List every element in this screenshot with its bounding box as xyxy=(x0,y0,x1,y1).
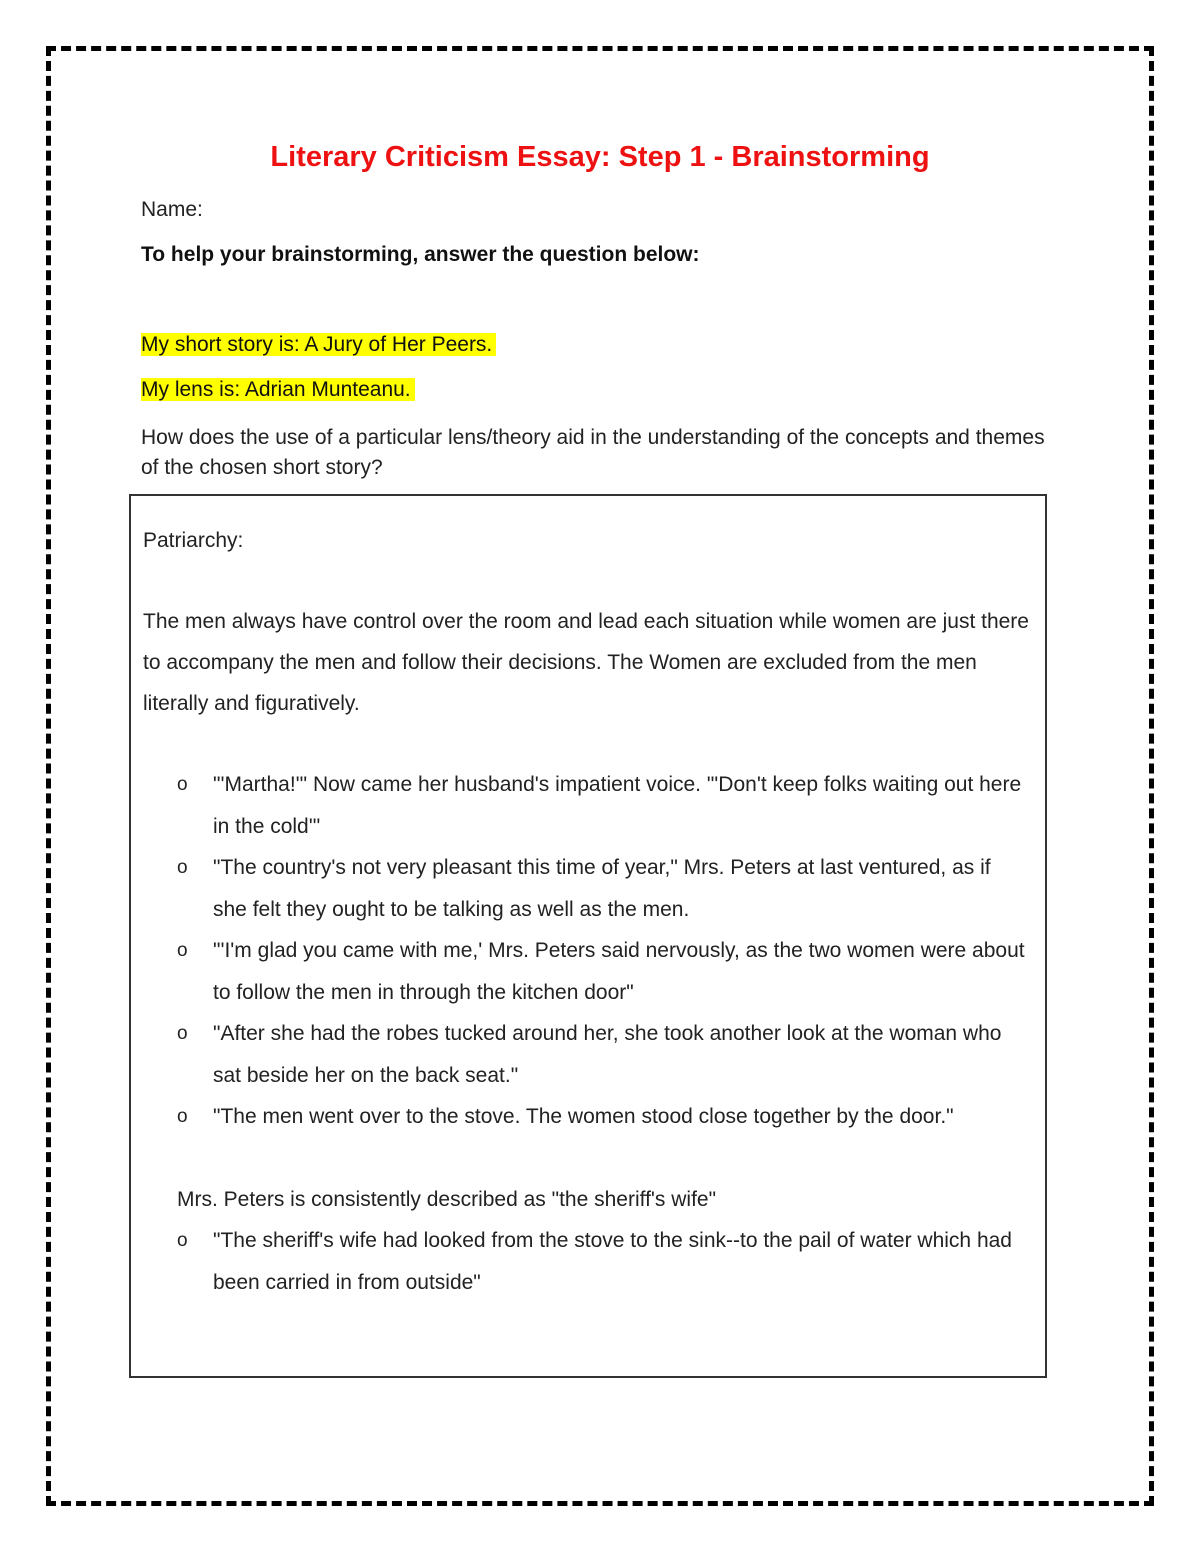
quote-item xyxy=(177,1013,1027,1097)
quote-text: "After she had the robes tucked around her, she took another look at the woman who sat beside her on the back seat." xyxy=(213,1022,1002,1087)
quote-text: "The country's not very pleasant this time of year," Mrs. Peters at last ventured, as if she felt they ought to be talking as well as the men. xyxy=(213,856,991,921)
answer-heading: Patriarchy: xyxy=(143,529,244,552)
quote-item xyxy=(177,847,1027,931)
quote-item xyxy=(177,1220,1027,1304)
quote-text: "'Martha!'" Now came her husband's impatient voice. "'Don't keep folks waiting out here in the cold'" xyxy=(213,773,1022,838)
short-story-text: My short story is: A Jury of Her Peers. xyxy=(141,333,496,356)
bullet-icon: o xyxy=(177,774,188,795)
quote-text: "The sheriff's wife had looked from the stove to the sink--to the pail of water which had been carried in from outside" xyxy=(213,1229,1012,1294)
quote-item xyxy=(177,764,1027,848)
name-label: Name: xyxy=(141,198,203,221)
bullet-icon: o xyxy=(177,940,188,961)
question-text: How does the use of a particular lens/theory aid in the understanding of the concepts and themes of the chosen short story? xyxy=(141,426,1045,479)
page-title: Literary Criticism Essay: Step 1 - Brainstorming xyxy=(270,141,930,173)
quote-item xyxy=(177,930,1027,1014)
quote-item xyxy=(177,1096,1027,1138)
lens-text: My lens is: Adrian Munteanu. xyxy=(141,378,415,401)
answer-paragraph: The men always have control over the room and lead each situation while women are just there to accompany the men and follow their decisions. The Women are excluded from the men literally and figuratively. xyxy=(143,610,1029,715)
bullet-icon: o xyxy=(177,1230,188,1251)
answer-box xyxy=(129,494,1047,1378)
instruction-text: To help your brainstorming, answer the question below: xyxy=(141,243,700,266)
sheriff-wife-note: Mrs. Peters is consistently described as "the sheriff's wife" xyxy=(177,1188,717,1211)
bullet-icon: o xyxy=(177,1106,188,1127)
quote-text: "The men went over to the stove. The women stood close together by the door." xyxy=(213,1105,954,1128)
bullet-icon: o xyxy=(177,1023,188,1044)
short-story-line xyxy=(141,333,496,357)
quote-text: "'I'm glad you came with me,' Mrs. Peters said nervously, as the two women were about to follow the men in through the kitchen door" xyxy=(213,939,1025,1004)
bullet-icon: o xyxy=(177,857,188,878)
lens-line xyxy=(141,378,415,402)
